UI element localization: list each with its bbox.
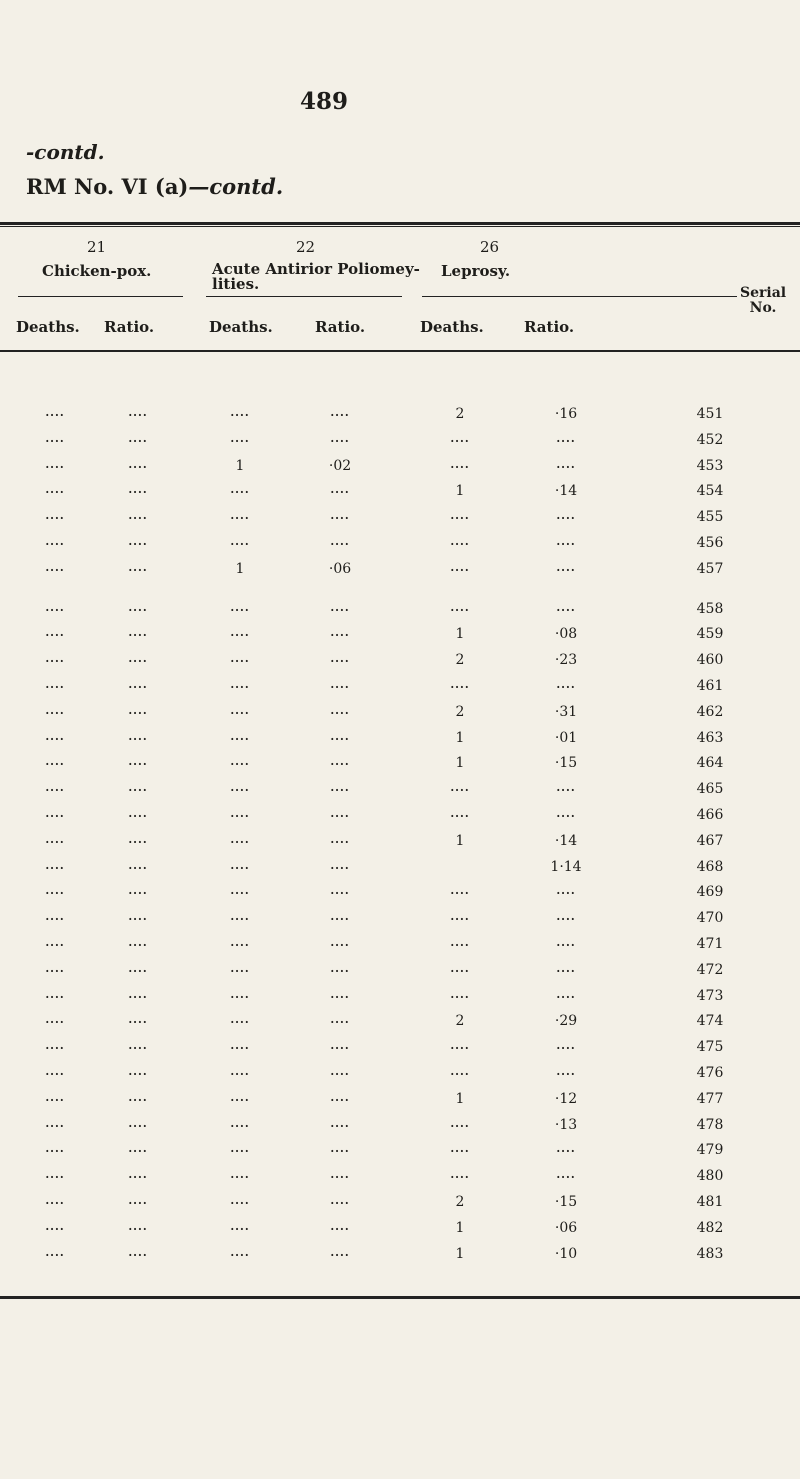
cell-ap-r: .... bbox=[330, 431, 350, 445]
cell-cp-d: .... bbox=[45, 1039, 65, 1053]
cell-lp-r: ·12 bbox=[554, 1090, 578, 1107]
cell-cp-r: .... bbox=[128, 1168, 148, 1182]
cell-lp-r: .... bbox=[556, 1065, 576, 1078]
cell-lp-r: ·13 bbox=[554, 1116, 578, 1133]
cell-lp-d: .... bbox=[450, 1116, 470, 1130]
cell-ap-r: .... bbox=[330, 678, 350, 691]
cell-lp-d: .... bbox=[450, 678, 470, 691]
cell-ap-r: .... bbox=[330, 1013, 350, 1027]
page-number: 489 bbox=[300, 88, 349, 115]
cell-ap-d: .... bbox=[230, 1090, 250, 1104]
cell-lp-d: 1 bbox=[455, 729, 465, 746]
cell-ap-d: .... bbox=[230, 1194, 250, 1207]
cell-ap-r: .... bbox=[330, 1116, 350, 1130]
cell-lp-r: .... bbox=[556, 431, 576, 445]
top-rule-thin bbox=[0, 226, 800, 227]
cell-ap-r: .... bbox=[330, 1245, 350, 1259]
cell-lp-r: .... bbox=[556, 1168, 576, 1182]
cell-ap-d: .... bbox=[230, 1168, 250, 1182]
cell-ap-r: .... bbox=[330, 781, 350, 795]
cell-ap-r: .... bbox=[330, 406, 350, 419]
cell-cp-d: .... bbox=[45, 1245, 65, 1259]
cell-ap-d: .... bbox=[230, 1065, 250, 1078]
subheader-cp-deaths: Deaths. bbox=[16, 318, 80, 336]
cell-cp-r: .... bbox=[128, 729, 148, 743]
cell-lp-r: ·31 bbox=[554, 703, 578, 720]
cell-lp-r: ·14 bbox=[554, 832, 578, 849]
cell-lp-d: 2 bbox=[455, 1194, 465, 1210]
cell-lp-r: ·23 bbox=[554, 652, 578, 669]
cell-serial: 463 bbox=[696, 729, 724, 746]
col-name-poliomyelitis: Acute Antirior Poliomey- lities. bbox=[212, 260, 420, 293]
cell-cp-r: .... bbox=[128, 961, 148, 975]
cell-lp-d: .... bbox=[450, 884, 470, 898]
cell-serial: 478 bbox=[696, 1116, 724, 1133]
subheader-ap-ratio: Ratio. bbox=[315, 318, 366, 336]
cell-cp-d: .... bbox=[45, 1142, 65, 1156]
cell-serial: 479 bbox=[696, 1142, 724, 1159]
cell-ap-r: .... bbox=[330, 755, 350, 769]
cell-serial: 469 bbox=[696, 884, 724, 901]
cell-cp-r: .... bbox=[128, 1039, 148, 1053]
cell-cp-r: .... bbox=[128, 1090, 148, 1104]
cell-cp-d: .... bbox=[45, 858, 65, 872]
cell-ap-d: .... bbox=[230, 1039, 250, 1053]
cell-ap-r: .... bbox=[330, 1090, 350, 1104]
cell-ap-r: .... bbox=[330, 729, 350, 743]
cell-lp-d: .... bbox=[450, 457, 470, 471]
cell-lp-r: ·06 bbox=[554, 1219, 578, 1236]
col-name-leprosy: Leprosy. bbox=[441, 262, 511, 280]
cell-ap-r: .... bbox=[330, 483, 350, 497]
cell-ap-r: .... bbox=[330, 1142, 350, 1156]
cell-lp-r: .... bbox=[556, 961, 576, 975]
cell-lp-d: 1 bbox=[455, 755, 465, 772]
cell-cp-r: .... bbox=[128, 431, 148, 445]
cell-lp-r: .... bbox=[556, 457, 576, 471]
cell-ap-r: .... bbox=[330, 987, 350, 1001]
cell-lp-d: .... bbox=[450, 807, 470, 820]
cell-ap-d: .... bbox=[230, 678, 250, 691]
cell-cp-r: .... bbox=[128, 1065, 148, 1078]
cell-lp-r: .... bbox=[556, 807, 576, 820]
cell-lp-d: 1 bbox=[455, 483, 465, 500]
cell-cp-d: .... bbox=[45, 1065, 65, 1078]
cell-cp-d: .... bbox=[45, 910, 65, 924]
cell-cp-r: .... bbox=[128, 509, 148, 523]
cell-lp-d: .... bbox=[450, 987, 470, 1001]
cell-cp-d: .... bbox=[45, 961, 65, 975]
cell-lp-d: 2 bbox=[455, 1013, 465, 1030]
cell-cp-d: .... bbox=[45, 626, 65, 640]
cell-cp-r: .... bbox=[128, 535, 148, 548]
cell-serial: 451 bbox=[696, 406, 724, 422]
cell-lp-d: .... bbox=[450, 781, 470, 795]
cell-ap-d: .... bbox=[230, 807, 250, 820]
cell-cp-r: .... bbox=[128, 884, 148, 898]
cell-serial: 454 bbox=[696, 483, 724, 500]
cell-lp-d: .... bbox=[450, 560, 470, 574]
cell-cp-d: .... bbox=[45, 535, 65, 548]
cell-ap-d: .... bbox=[230, 406, 250, 419]
cell-lp-r: .... bbox=[556, 987, 576, 1001]
subheader-lp-deaths: Deaths. bbox=[420, 318, 484, 336]
cell-lp-d: 1 bbox=[455, 1219, 465, 1236]
cell-serial: 458 bbox=[696, 600, 724, 617]
cell-ap-d: .... bbox=[230, 781, 250, 795]
cell-cp-d: .... bbox=[45, 884, 65, 898]
cell-ap-r: .... bbox=[330, 961, 350, 975]
cell-cp-d: .... bbox=[45, 509, 65, 523]
cell-ap-r: .... bbox=[330, 703, 350, 717]
cell-cp-d: .... bbox=[45, 678, 65, 691]
cell-serial: 472 bbox=[696, 961, 724, 978]
cell-cp-r: .... bbox=[128, 652, 148, 666]
cell-ap-d: .... bbox=[230, 600, 250, 614]
cell-serial: 452 bbox=[696, 431, 724, 448]
cell-serial: 456 bbox=[696, 535, 724, 551]
cell-lp-r: ·15 bbox=[554, 755, 578, 772]
cell-ap-d: .... bbox=[230, 755, 250, 769]
cell-cp-d: .... bbox=[45, 560, 65, 574]
cell-cp-d: .... bbox=[45, 807, 65, 820]
col-name-chicken-pox: Chicken-pox. bbox=[42, 262, 152, 280]
cell-serial: 482 bbox=[696, 1219, 724, 1236]
cell-serial: 466 bbox=[696, 807, 724, 823]
cell-lp-r: .... bbox=[556, 936, 576, 949]
cell-lp-d: 1 bbox=[455, 626, 465, 643]
cell-ap-d: .... bbox=[230, 936, 250, 949]
cell-cp-d: .... bbox=[45, 406, 65, 419]
cell-ap-r: .... bbox=[330, 1168, 350, 1182]
cell-serial: 473 bbox=[696, 987, 724, 1004]
cell-serial: 455 bbox=[696, 509, 724, 526]
cell-ap-r: .... bbox=[330, 1039, 350, 1053]
subheader-lp-ratio: Ratio. bbox=[524, 318, 575, 336]
cell-lp-d: 2 bbox=[455, 703, 465, 720]
cell-cp-d: .... bbox=[45, 431, 65, 445]
cell-lp-r: ·15 bbox=[554, 1194, 578, 1210]
cell-ap-d: .... bbox=[230, 703, 250, 717]
cell-ap-d: 1 bbox=[235, 560, 245, 577]
cell-lp-d: .... bbox=[450, 509, 470, 523]
cell-cp-d: .... bbox=[45, 755, 65, 769]
cell-ap-d: 1 bbox=[235, 457, 245, 474]
cell-lp-r: .... bbox=[556, 910, 576, 924]
cell-lp-r: .... bbox=[556, 884, 576, 898]
cell-ap-d: .... bbox=[230, 1013, 250, 1027]
cell-ap-r: .... bbox=[330, 535, 350, 548]
cell-ap-r: .... bbox=[330, 910, 350, 924]
subheader-ap-deaths: Deaths. bbox=[209, 318, 273, 336]
cell-cp-d: .... bbox=[45, 483, 65, 497]
cell-cp-r: .... bbox=[128, 1013, 148, 1027]
cell-lp-r: .... bbox=[556, 1142, 576, 1156]
cell-ap-d: .... bbox=[230, 858, 250, 872]
cell-cp-d: .... bbox=[45, 457, 65, 471]
cell-cp-r: .... bbox=[128, 858, 148, 872]
cell-lp-d: 1 bbox=[455, 832, 465, 849]
cell-ap-r: .... bbox=[330, 652, 350, 666]
cell-ap-d: .... bbox=[230, 1245, 250, 1259]
cell-lp-d: 1 bbox=[455, 1090, 465, 1107]
form-title bbox=[26, 174, 283, 199]
cell-lp-d: .... bbox=[450, 431, 470, 445]
cell-ap-r: .... bbox=[330, 600, 350, 614]
cell-serial: 474 bbox=[696, 1013, 724, 1030]
cell-cp-r: .... bbox=[128, 807, 148, 820]
cell-cp-r: .... bbox=[128, 1194, 148, 1207]
cell-cp-r: .... bbox=[128, 1245, 148, 1259]
cell-cp-r: .... bbox=[128, 1116, 148, 1130]
cell-serial: 481 bbox=[696, 1194, 724, 1210]
contd-label: -contd. bbox=[26, 140, 105, 164]
bottom-rule bbox=[0, 1296, 800, 1299]
serial-header: Serial No. bbox=[740, 285, 787, 316]
cell-ap-d: .... bbox=[230, 509, 250, 523]
group-rule-poliomyelitis bbox=[206, 296, 402, 297]
cell-ap-d: .... bbox=[230, 626, 250, 640]
cell-cp-r: .... bbox=[128, 626, 148, 640]
cell-cp-r: .... bbox=[128, 560, 148, 574]
cell-cp-d: .... bbox=[45, 1116, 65, 1130]
cell-ap-r: .... bbox=[330, 858, 350, 872]
cell-lp-r: .... bbox=[556, 781, 576, 795]
subheader-cp-ratio: Ratio. bbox=[104, 318, 155, 336]
cell-serial: 480 bbox=[696, 1168, 724, 1185]
cell-ap-d: .... bbox=[230, 652, 250, 666]
cell-lp-r: ·14 bbox=[554, 483, 578, 500]
cell-cp-r: .... bbox=[128, 678, 148, 691]
cell-lp-r: .... bbox=[556, 600, 576, 614]
form-title-suffix: —contd. bbox=[188, 174, 284, 199]
cell-ap-r: .... bbox=[330, 832, 350, 846]
cell-lp-d: 2 bbox=[455, 652, 465, 669]
cell-ap-r: .... bbox=[330, 807, 350, 820]
cell-ap-r: .... bbox=[330, 626, 350, 640]
cell-lp-d: .... bbox=[450, 1168, 470, 1182]
cell-serial: 453 bbox=[696, 457, 724, 474]
cell-cp-d: .... bbox=[45, 729, 65, 743]
cell-serial: 470 bbox=[696, 910, 724, 927]
cell-cp-r: .... bbox=[128, 910, 148, 924]
cell-cp-d: .... bbox=[45, 1194, 65, 1207]
cell-ap-d: .... bbox=[230, 1219, 250, 1233]
cell-serial: 457 bbox=[696, 560, 724, 577]
cell-cp-r: .... bbox=[128, 1219, 148, 1233]
cell-ap-d: .... bbox=[230, 535, 250, 548]
col-number-leprosy: 26 bbox=[480, 238, 500, 256]
cell-ap-d: .... bbox=[230, 832, 250, 846]
cell-cp-r: .... bbox=[128, 600, 148, 614]
cell-lp-d: .... bbox=[450, 1065, 470, 1078]
cell-ap-d: .... bbox=[230, 987, 250, 1001]
cell-cp-d: .... bbox=[45, 1090, 65, 1104]
cell-ap-r: .... bbox=[330, 509, 350, 523]
cell-ap-d: .... bbox=[230, 1116, 250, 1130]
col-number-poliomyelitis: 22 bbox=[296, 238, 316, 256]
cell-lp-r: ·01 bbox=[554, 729, 578, 746]
cell-ap-d: .... bbox=[230, 431, 250, 445]
cell-lp-d: .... bbox=[450, 1142, 470, 1156]
cell-lp-r: .... bbox=[556, 509, 576, 523]
group-rule-chicken-pox bbox=[18, 296, 183, 297]
cell-lp-r: ·10 bbox=[554, 1245, 578, 1262]
cell-cp-d: .... bbox=[45, 600, 65, 614]
cell-serial: 468 bbox=[696, 858, 724, 875]
cell-ap-r: ·06 bbox=[328, 560, 352, 577]
cell-serial: 477 bbox=[696, 1090, 724, 1107]
cell-serial: 471 bbox=[696, 936, 724, 952]
cell-cp-r: .... bbox=[128, 457, 148, 471]
cell-cp-r: .... bbox=[128, 1142, 148, 1156]
cell-cp-d: .... bbox=[45, 652, 65, 666]
cell-lp-r: .... bbox=[556, 1039, 576, 1053]
cell-cp-r: .... bbox=[128, 406, 148, 419]
cell-serial: 483 bbox=[696, 1245, 724, 1262]
cell-lp-r: ·16 bbox=[554, 406, 578, 422]
cell-cp-r: .... bbox=[128, 936, 148, 949]
cell-ap-d: .... bbox=[230, 884, 250, 898]
cell-ap-r: ·02 bbox=[328, 457, 352, 474]
cell-serial: 476 bbox=[696, 1065, 724, 1081]
top-rule bbox=[0, 222, 800, 225]
cell-cp-d: .... bbox=[45, 1219, 65, 1233]
cell-lp-d: .... bbox=[450, 535, 470, 548]
col-number-chicken-pox: 21 bbox=[87, 238, 107, 256]
cell-serial: 460 bbox=[696, 652, 724, 669]
cell-serial: 475 bbox=[696, 1039, 724, 1056]
cell-cp-r: .... bbox=[128, 703, 148, 717]
cell-lp-d: .... bbox=[450, 936, 470, 949]
cell-lp-d: 2 bbox=[455, 406, 465, 422]
cell-cp-d: .... bbox=[45, 1013, 65, 1027]
cell-cp-r: .... bbox=[128, 483, 148, 497]
cell-ap-r: .... bbox=[330, 884, 350, 898]
cell-ap-r: .... bbox=[330, 1219, 350, 1233]
form-title-prefix: RM No. VI (a) bbox=[26, 174, 189, 199]
cell-ap-r: .... bbox=[330, 1194, 350, 1207]
cell-cp-r: .... bbox=[128, 755, 148, 769]
cell-lp-r: ·08 bbox=[554, 626, 578, 643]
cell-lp-r: ·29 bbox=[554, 1013, 578, 1030]
cell-cp-r: .... bbox=[128, 987, 148, 1001]
cell-ap-r: .... bbox=[330, 1065, 350, 1078]
cell-ap-r: .... bbox=[330, 936, 350, 949]
group-rule-leprosy bbox=[422, 296, 737, 297]
cell-serial: 459 bbox=[696, 626, 724, 643]
header-bottom-rule bbox=[0, 350, 800, 352]
cell-cp-d: .... bbox=[45, 987, 65, 1001]
cell-cp-d: .... bbox=[45, 832, 65, 846]
cell-ap-d: .... bbox=[230, 483, 250, 497]
cell-lp-r: 1·14 bbox=[550, 858, 582, 875]
cell-lp-d: .... bbox=[450, 961, 470, 975]
cell-cp-d: .... bbox=[45, 1168, 65, 1182]
cell-lp-r: .... bbox=[556, 535, 576, 548]
cell-lp-d: .... bbox=[450, 600, 470, 614]
cell-ap-d: .... bbox=[230, 1142, 250, 1156]
cell-cp-d: .... bbox=[45, 703, 65, 717]
cell-ap-d: .... bbox=[230, 910, 250, 924]
cell-lp-d: 1 bbox=[455, 1245, 465, 1262]
cell-cp-r: .... bbox=[128, 781, 148, 795]
cell-serial: 464 bbox=[696, 755, 724, 772]
cell-cp-d: .... bbox=[45, 781, 65, 795]
cell-lp-r: .... bbox=[556, 560, 576, 574]
cell-serial: 462 bbox=[696, 703, 724, 720]
cell-serial: 467 bbox=[696, 832, 724, 849]
cell-serial: 465 bbox=[696, 781, 724, 798]
cell-lp-d: .... bbox=[450, 1039, 470, 1053]
cell-ap-d: .... bbox=[230, 961, 250, 975]
cell-cp-r: .... bbox=[128, 832, 148, 846]
cell-lp-r: .... bbox=[556, 678, 576, 691]
cell-lp-d: .... bbox=[450, 910, 470, 924]
cell-cp-d: .... bbox=[45, 936, 65, 949]
cell-ap-d: .... bbox=[230, 729, 250, 743]
cell-serial: 461 bbox=[696, 678, 724, 694]
